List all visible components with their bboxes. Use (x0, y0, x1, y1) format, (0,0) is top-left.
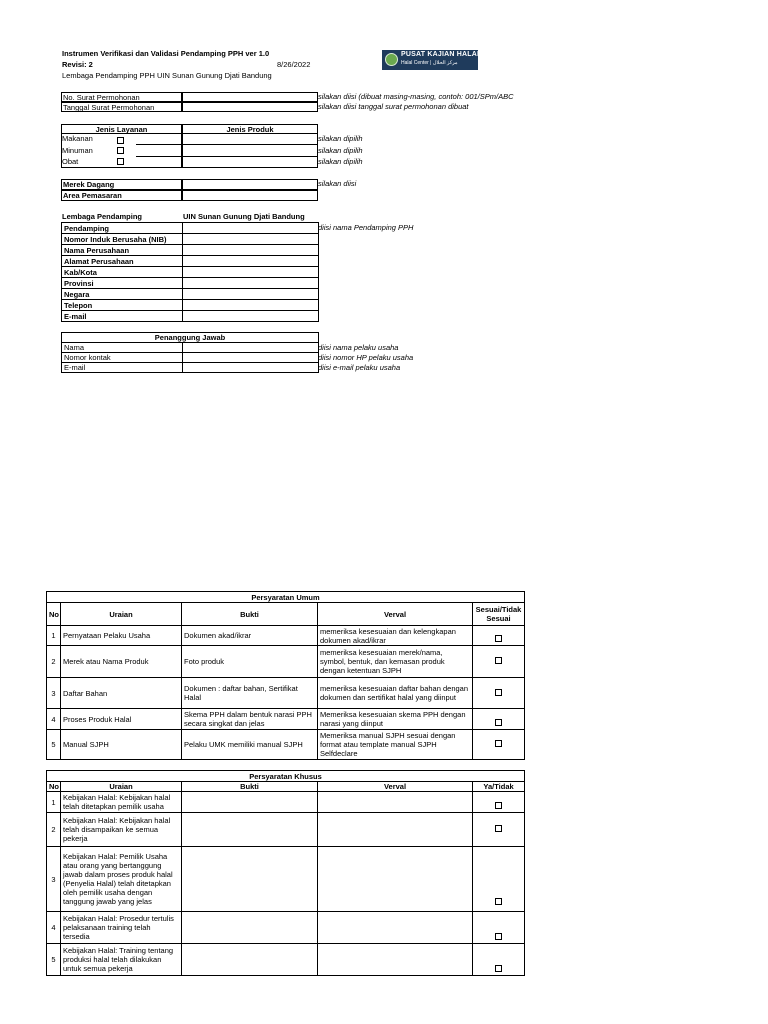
row-bukti-field[interactable] (182, 912, 318, 944)
table-row (47, 792, 525, 813)
table-row (47, 626, 525, 646)
responsible-person-table (61, 332, 319, 373)
pj-contact-field[interactable] (183, 353, 319, 363)
row-ya-tidak-checkbox[interactable] (473, 912, 525, 944)
row-uraian: Proses Produk Halal (61, 709, 182, 730)
option-obat-checkbox[interactable] (117, 158, 124, 167)
pendamping-label: Pendamping (62, 223, 183, 234)
marketing-area-label-cell: Area Pemasaran (61, 190, 182, 201)
letter-number-hint: silakan diisi (dibuat masing-masing, contoh: 001/SPm/ABC (318, 92, 514, 101)
pj-contact-hint: diisi nomor HP pelaku usaha (318, 353, 414, 362)
row-bukti-field[interactable] (182, 792, 318, 813)
row-number: 4 (47, 709, 61, 730)
company-name-field[interactable] (183, 245, 319, 256)
row-number: 2 (47, 646, 61, 678)
companion-institution-label: Lembaga Pendamping (62, 212, 143, 221)
product-makanan-field[interactable] (136, 144, 318, 145)
letter-number-label-cell: No. Surat Permohonan (61, 92, 182, 102)
option-obat-label: Obat (62, 157, 79, 166)
company-address-field[interactable] (183, 256, 319, 267)
row-sesuai-checkbox[interactable] (473, 709, 525, 730)
row-verval-field[interactable] (318, 847, 473, 912)
table-row (47, 730, 525, 760)
pj-email-field[interactable] (183, 363, 319, 373)
revision-label: Revisi: 2 (62, 60, 93, 69)
pj-contact-label: Nomor kontak (62, 353, 183, 363)
province-label: Provinsi (62, 278, 183, 289)
row-verval: memeriksa kesesuaian merek/nama, symbol, bentuk, dan kemasan produk dengan ketentuan SJPH (318, 646, 473, 678)
row-bukti-field[interactable] (182, 847, 318, 912)
col-uraian-header: Uraian (61, 782, 182, 792)
option-obat-hint: silakan dipilih (318, 157, 363, 166)
row-bukti: Pelaku UMK memiliki manual SJPH (182, 730, 318, 760)
row-number: 5 (47, 944, 61, 976)
row-bukti: Dokumen akad/ikrar (182, 626, 318, 646)
pj-name-label: Nama (62, 343, 183, 353)
table-row (47, 678, 525, 709)
product-minuman-field[interactable] (136, 156, 318, 157)
province-field[interactable] (183, 278, 319, 289)
table-row (47, 912, 525, 944)
row-number: 3 (47, 847, 61, 912)
col-sesuai-header: Sesuai/Tidak Sesuai (473, 603, 525, 626)
col-no-header: No (47, 603, 61, 626)
option-minuman-label: Minuman (62, 146, 93, 155)
marketing-area-field[interactable] (182, 190, 318, 201)
table-row (47, 709, 525, 730)
row-uraian: Daftar Bahan (61, 678, 182, 709)
col-verval-header: Verval (318, 782, 473, 792)
general-requirements-title: Persyaratan Umum (47, 592, 525, 603)
institution-name: Lembaga Pendamping PPH UIN Sunan Gunung Djati Bandung (62, 71, 272, 80)
row-sesuai-checkbox[interactable] (473, 646, 525, 678)
row-bukti-field[interactable] (182, 813, 318, 847)
row-number: 1 (47, 626, 61, 646)
row-ya-tidak-checkbox[interactable] (473, 792, 525, 813)
row-number: 5 (47, 730, 61, 760)
pj-email-label: E-mail (62, 363, 183, 373)
special-requirements-table (46, 770, 525, 976)
service-type-header: Jenis Layanan (61, 124, 182, 134)
row-verval-field[interactable] (318, 912, 473, 944)
option-makanan-hint: silakan dipilih (318, 134, 363, 143)
table-row (47, 944, 525, 976)
company-email-label: E-mail (62, 311, 183, 322)
row-uraian: Kebijakan Halal: Pemilik Usaha atau orang yang bertanggung jawab dalam proses produk halal (Penyelia Halal) telah ditetapkan oleh pemilik usaha dengan tanggung jawab yang jelas (61, 847, 182, 912)
row-verval: memeriksa kesesuaian dan kelengkapan dokumen akad/ikrar (318, 626, 473, 646)
row-ya-tidak-checkbox[interactable] (473, 847, 525, 912)
city-field[interactable] (183, 267, 319, 278)
row-verval: memeriksa kesesuaian daftar bahan dengan dokumen dan sertifikat halal yang diinput (318, 678, 473, 709)
row-uraian: Kebijakan Halal: Prosedur tertulis pelaksanaan training telah tersedia (61, 912, 182, 944)
col-no-header: No (47, 782, 61, 792)
responsible-person-title: Penanggung Jawab (62, 333, 319, 343)
row-uraian: Manual SJPH (61, 730, 182, 760)
nib-field[interactable] (183, 234, 319, 245)
row-bukti: Skema PPH dalam bentuk narasi PPH secara singkat dan jelas (182, 709, 318, 730)
row-verval: Memeriksa manual SJPH sesuai dengan format atau template manual SJPH Selfdeclare (318, 730, 473, 760)
nib-label: Nomor Induk Berusaha (NIB) (62, 234, 183, 245)
option-minuman-checkbox[interactable] (117, 147, 124, 156)
company-name-label: Nama Perusahaan (62, 245, 183, 256)
row-bukti-field[interactable] (182, 944, 318, 976)
row-sesuai-checkbox[interactable] (473, 678, 525, 709)
table-row (47, 646, 525, 678)
country-field[interactable] (183, 289, 319, 300)
row-number: 4 (47, 912, 61, 944)
special-requirements-title: Persyaratan Khusus (47, 771, 525, 782)
pj-name-field[interactable] (183, 343, 319, 353)
phone-label: Telepon (62, 300, 183, 311)
halal-center-logo (382, 50, 482, 70)
row-number: 1 (47, 792, 61, 813)
col-ya-tidak-header: Ya/Tidak (473, 782, 525, 792)
pendamping-field[interactable] (183, 223, 319, 234)
col-bukti-header: Bukti (182, 603, 318, 626)
col-bukti-header: Bukti (182, 782, 318, 792)
option-makanan-label: Makanan (62, 134, 93, 143)
row-number: 3 (47, 678, 61, 709)
pj-name-hint: diisi nama pelaku usaha (318, 343, 399, 352)
row-uraian: Kebijakan Halal: Kebijakan halal telah disampaikan ke semua pekerja (61, 813, 182, 847)
country-label: Negara (62, 289, 183, 300)
company-info-table (61, 222, 319, 322)
document-date: 8/26/2022 (277, 60, 311, 69)
option-makanan-checkbox[interactable] (117, 137, 124, 146)
row-verval: Memeriksa kesesuaian skema PPH dengan narasi yang diinput (318, 709, 473, 730)
row-verval-field[interactable] (318, 944, 473, 976)
phone-field[interactable] (183, 300, 319, 311)
row-verval-field[interactable] (318, 813, 473, 847)
row-ya-tidak-checkbox[interactable] (473, 813, 525, 847)
row-sesuai-checkbox[interactable] (473, 730, 525, 760)
brand-label-cell: Merek Dagang (61, 179, 182, 190)
product-type-header: Jenis Produk (182, 124, 318, 134)
letter-number-field[interactable] (182, 92, 318, 102)
city-label: Kab/Kota (62, 267, 183, 278)
logo-title: PUSAT KAJIAN HALAL (401, 51, 482, 58)
letter-date-label-cell: Tanggal Surat Permohonan (61, 102, 182, 112)
pj-email-hint: diisi e-mail pelaku usaha (318, 363, 401, 372)
document-title: Instrumen Verifikasi dan Validasi Pendamping PPH ver 1.0 (62, 49, 270, 58)
row-uraian: Kebijakan Halal: Kebijakan halal telah ditetapkan pemilik usaha (61, 792, 182, 813)
row-ya-tidak-checkbox[interactable] (473, 944, 525, 976)
table-row (47, 847, 525, 912)
company-address-label: Alamat Perusahaan (62, 256, 183, 267)
table-row (47, 813, 525, 847)
row-sesuai-checkbox[interactable] (473, 626, 525, 646)
product-type-column (182, 134, 318, 168)
letter-date-hint: silakan diisi tanggal surat permohonan dibuat (318, 102, 469, 111)
brand-hint: silakan diisi (318, 179, 357, 188)
row-uraian: Merek atau Nama Produk (61, 646, 182, 678)
row-bukti: Dokumen : daftar bahan, Sertifikat Halal (182, 678, 318, 709)
companion-institution-value: UIN Sunan Gunung Djati Bandung (183, 212, 305, 221)
company-email-field[interactable] (183, 311, 319, 322)
logo-emblem-icon (385, 53, 398, 66)
row-uraian: Pernyataan Pelaku Usaha (61, 626, 182, 646)
row-number: 2 (47, 813, 61, 847)
logo-subtitle: Halal Center | مركز الحلال (401, 60, 458, 66)
col-verval-header: Verval (318, 603, 473, 626)
row-verval-field[interactable] (318, 792, 473, 813)
col-uraian-header: Uraian (61, 603, 182, 626)
row-bukti: Foto produk (182, 646, 318, 678)
letter-date-field[interactable] (182, 102, 318, 112)
row-uraian: Kebijakan Halal: Training tentang produksi halal telah dilakukan untuk semua pekerja (61, 944, 182, 976)
option-minuman-hint: silakan dipilih (318, 146, 363, 155)
general-requirements-table (46, 591, 525, 760)
pendamping-hint: diisi nama Pendamping PPH (318, 223, 414, 232)
brand-field[interactable] (182, 179, 318, 190)
